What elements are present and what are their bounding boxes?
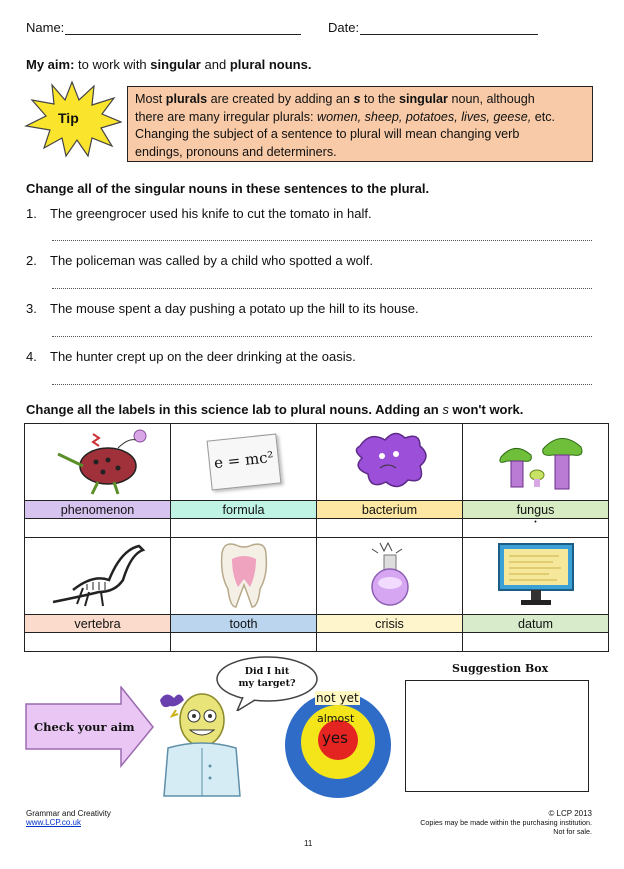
formula-card: e = mc² [206,433,281,490]
page-number: 11 [304,839,313,848]
section2-title-s: s [442,402,449,417]
question-4 [26,349,356,364]
label-bacterium: bacterium [317,501,463,519]
alien-creature-icon [48,426,148,496]
bacterium-image [317,424,463,501]
answer-bacterium[interactable] [317,519,463,538]
answer-line-1[interactable] [52,240,592,241]
suggestion-box[interactable] [405,680,589,792]
bubble-line-2: my target? [238,678,296,689]
question-text: The hunter crept up on the deer drinking at the oasis. [50,349,356,364]
question-text: The mouse spent a day pushing a potato up the hill to its house. [50,301,419,316]
section1-title: Change all of the singular nouns in these sentences to the plural. [26,181,430,196]
answer-vertebra[interactable] [25,633,171,652]
tip-text: Changing the subject of a sentence to plural will mean changing verb [135,127,520,141]
answer-datum[interactable] [463,633,609,652]
footer-not-for-sale: Not for sale. [553,827,592,836]
exploding-flask-icon [350,539,430,611]
tooth-image [171,538,317,615]
section2-title-text: won't work. [448,402,524,417]
dinosaur-skeleton-icon [43,540,153,610]
question-3 [26,301,419,316]
tooth-icon [214,539,274,611]
tip-text: noun, although [447,92,535,106]
footer-publication: Grammar and Creativity [26,809,111,818]
tip-bold-singular: singular [398,92,448,106]
label-phenomenon: phenomenon [25,501,171,519]
label-fungus: fungus [463,501,609,519]
datum-image [463,538,609,615]
section2-title [26,402,523,417]
target-label-yes: yes [322,729,348,747]
check-aim-label: Check your aim [34,720,135,734]
question-text: The greengrocer used his knife to cut the tomato in half. [50,206,372,221]
aim-singular: singular [150,57,201,72]
answer-line-3[interactable] [52,336,592,337]
phenomenon-image [25,424,171,501]
stray-dot: • [534,519,537,526]
name-field[interactable] [65,34,301,35]
formula-image [171,424,317,501]
question-number: 1. [26,206,37,221]
bubble-line-1: Did I hit [244,666,290,677]
mushroom-icon [481,425,591,497]
tip-bold-plurals: plurals [165,92,208,106]
answer-line-4[interactable] [52,384,592,385]
suggestion-title: Suggestion Box [452,662,549,675]
crisis-image [317,538,463,615]
answer-tooth[interactable] [171,633,317,652]
date-label: Date: [328,20,360,35]
label-crisis: crisis [317,615,463,633]
question-1 [26,206,372,221]
label-vertebra: vertebra [25,615,171,633]
tip-text: etc. [531,109,556,124]
label-tooth: tooth [171,615,317,633]
fungus-image [463,424,609,501]
label-formula: formula [171,501,317,519]
question-number: 3. [26,301,37,316]
footer-left [26,809,111,827]
tip-text: Most [135,92,166,106]
tip-text: endings, pronouns and determiners. [135,144,337,159]
aim-line [26,57,311,72]
question-text: The policeman was called by a child who spotted a wolf. [50,253,374,268]
computer-monitor-icon [491,540,581,610]
vertebra-image [25,538,171,615]
tip-s: s [353,92,361,106]
answer-fungus[interactable] [463,519,609,538]
tip-text: are created by adding an [207,92,354,106]
tip-badge: Tip [58,110,79,126]
footer-right [400,809,592,836]
footer-copies-note: Copies may be made within the purchasing institution. [420,818,592,827]
tip-box [127,86,593,162]
bacterium-icon [340,426,440,496]
date-field[interactable] [360,34,538,35]
aim-plural: plural nouns. [229,57,312,72]
answer-formula[interactable] [171,519,317,538]
answer-crisis[interactable] [317,633,463,652]
target-label-not-yet: not yet [316,691,359,705]
answer-line-2[interactable] [52,288,592,289]
bubble-text [230,666,304,690]
question-number: 2. [26,253,37,268]
aim-text: to work with [78,57,147,72]
tip-examples: women, sheep, potatoes, lives, geese, [317,109,532,124]
target-label-almost: almost [317,712,355,725]
science-lab-table [24,423,609,652]
name-label: Name: [26,20,65,35]
answer-phenomenon[interactable] [25,519,171,538]
section2-title-text: Change all the labels in this science lab to plural nouns. Adding an [26,402,443,417]
aim-label: My aim: [26,57,75,72]
label-datum: datum [463,615,609,633]
footer-link[interactable]: www.LCP.co.uk [26,818,81,827]
question-2 [26,253,373,268]
tip-text: there are many irregular plurals: [135,109,317,124]
aim-and: and [204,57,227,72]
tip-text: to the [360,92,399,106]
footer-copyright: © LCP 2013 [548,809,592,818]
question-number: 4. [26,349,37,364]
